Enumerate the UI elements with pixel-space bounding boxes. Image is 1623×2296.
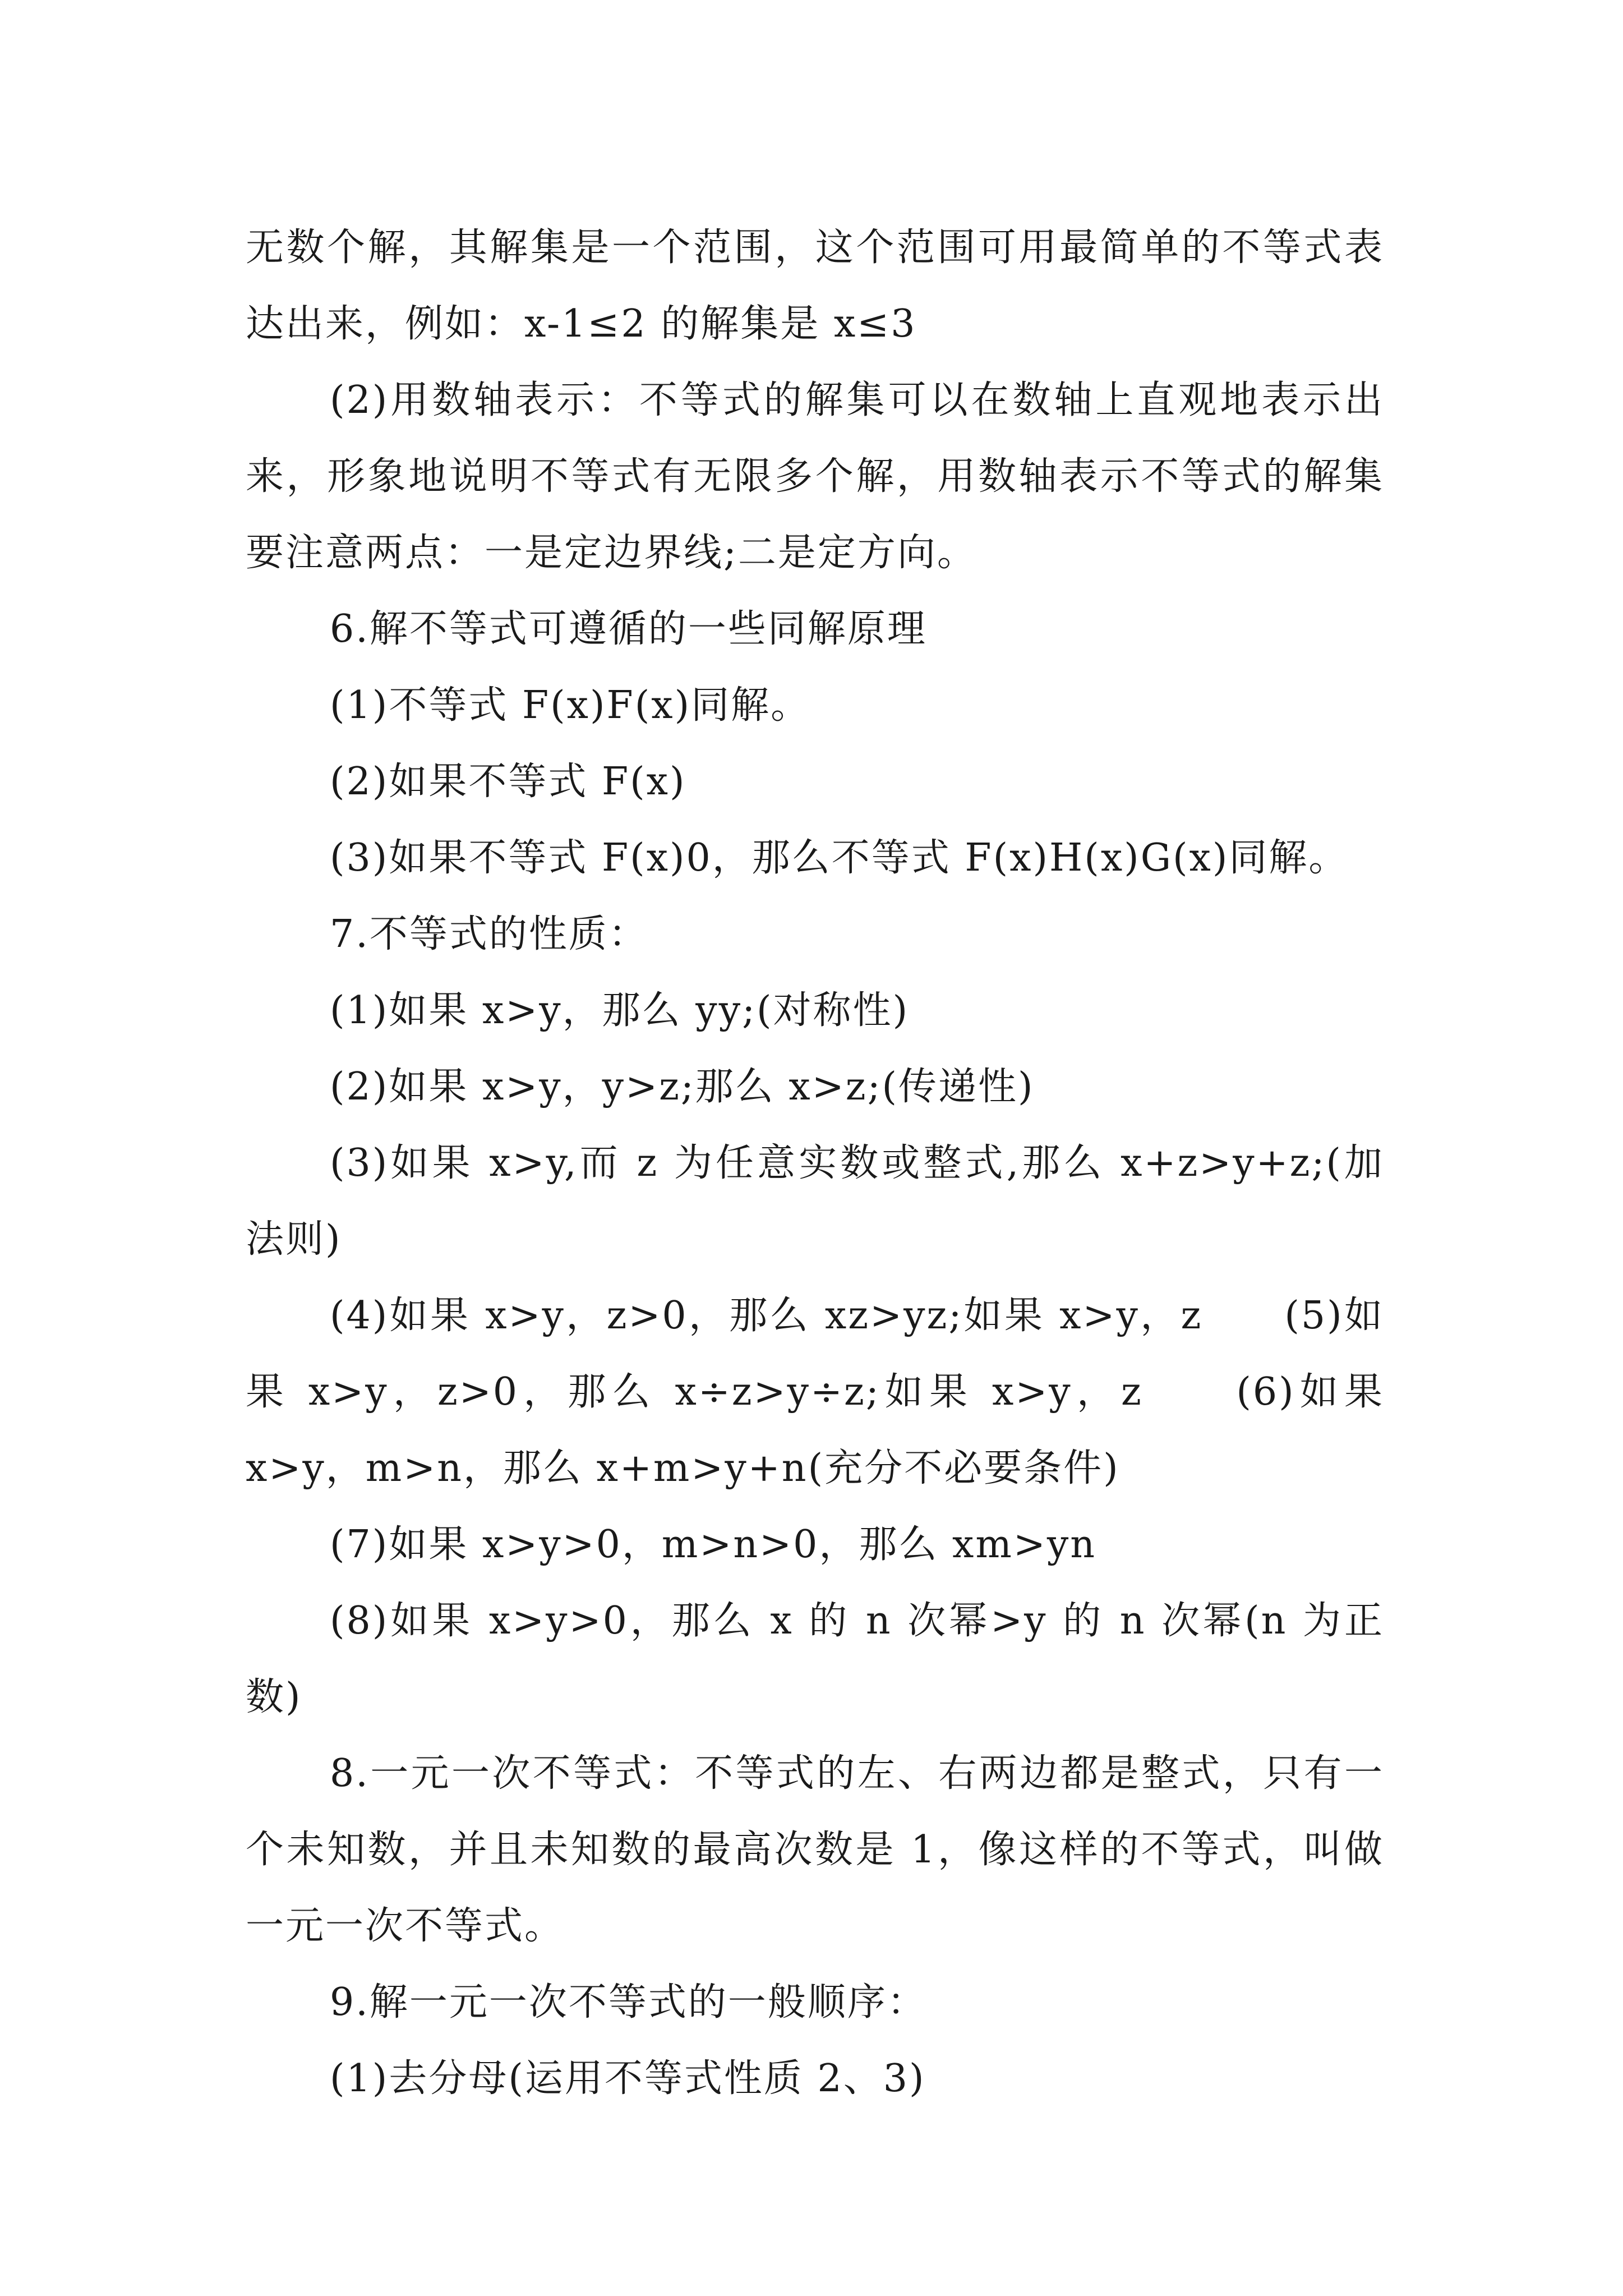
- document-body: [246, 210, 1384, 2117]
- paragraph: (2)如果不等式 F(x): [330, 760, 686, 804]
- paragraph: (1)如果 x>y，那么 yy;(对称性): [330, 988, 910, 1033]
- section-heading: 7.不等式的性质：: [330, 912, 648, 956]
- paragraph: (3)如果 x>y,而 z 为任意实数或整式,那么 x+z>y+z;(加法则): [246, 1141, 1384, 1262]
- paragraph: (8)如果 x>y>0，那么 x 的 n 次幂>y 的 n 次幂(n 为正数): [246, 1599, 1384, 1719]
- paragraph: (1)去分母(运用不等式性质 2、3): [330, 2056, 926, 2101]
- paragraph: (3)如果不等式 F(x)0，那么不等式 F(x)H(x)G(x)同解。: [330, 836, 1349, 880]
- paragraph: (2)如果 x>y，y>z;那么 x>z;(传递性): [330, 1065, 1035, 1109]
- section-heading: 8.一元一次不等式：不等式的左、右两边都是整式，只有一个未知数，并且未知数的最高次数是 1，像这样的不等式，叫做一元一次不等式。: [246, 1751, 1384, 1948]
- section-heading: 9.解一元一次不等式的一般顺序：: [330, 1980, 927, 2024]
- paragraph: (4)如果 x>y，z>0，那么 xz>yz;如果 x>y，z (5)如果 x>y，z>0，那么 x÷z>y÷z;如果 x>y，z (6)如果 x>y，m>n，那么 x+m>y+n(充分不必要条件): [246, 1294, 1384, 1490]
- paragraph: (7)如果 x>y>0，m>n>0，那么 xm>yn: [330, 1522, 1097, 1567]
- paragraph: (2)用数轴表示：不等式的解集可以在数轴上直观地表示出来，形象地说明不等式有无限多个解，用数轴表示不等式的解集要注意两点：一是定边界线;二是定方向。: [246, 378, 1384, 575]
- paragraph: (1)不等式 F(x)F(x)同解。: [330, 683, 811, 728]
- paragraph: 无数个解，其解集是一个范围，这个范围可用最简单的不等式表达出来，例如：x-1≤2 的解集是 x≤3: [246, 226, 1384, 346]
- section-heading: 6.解不等式可遵循的一些同解原理: [330, 607, 927, 651]
